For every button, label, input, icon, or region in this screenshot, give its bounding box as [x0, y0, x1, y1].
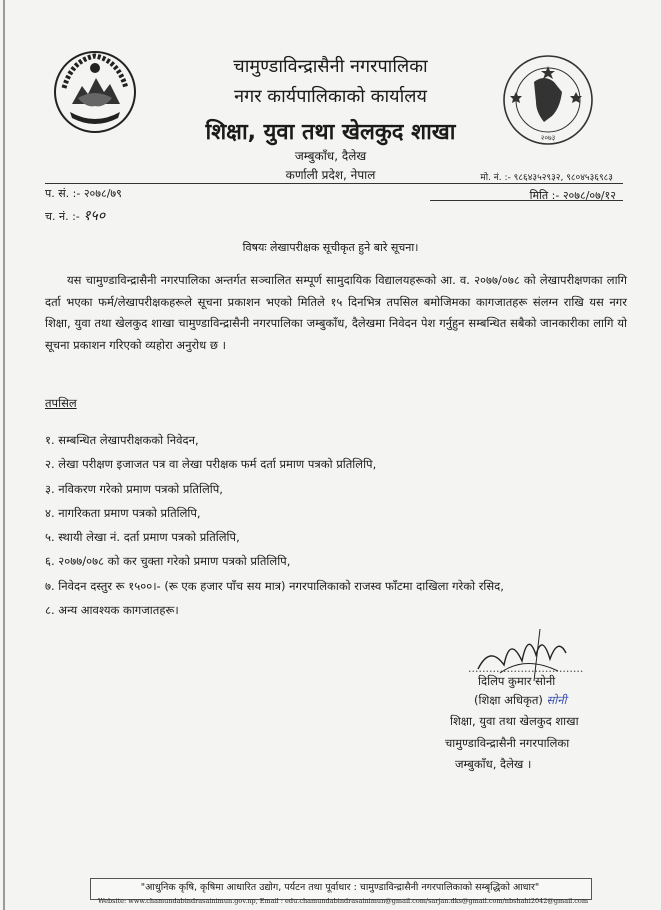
signatory-address: जम्बुकाँध, दैलेख । — [455, 757, 532, 771]
municipality-name: चामुण्डाविन्द्रासैनी नगरपालिका — [233, 56, 428, 77]
list-item: ६. २०७७/०७८ को कर चुक्ता गरेको प्रमाण पत्रको प्रतिलिपि, — [45, 554, 291, 569]
svg-text:२०७३: २०७३ — [540, 134, 556, 142]
phone-numbers: मो. नं. :- ९८६४३५२९३२, ९८०४५३६९८३ — [480, 173, 613, 183]
office-name: नगर कार्यपालिकाको कार्यालय — [234, 86, 427, 107]
letter-date: मिति :- २०७८/०७/१२ — [529, 189, 616, 202]
address-line-2: कर्णाली प्रदेश, नेपाल — [285, 168, 376, 182]
signatory-municipality: चामुण्डाविन्द्रासैनी नगरपालिका — [445, 736, 570, 750]
list-item: ८. अन्य आवश्यक कागजातहरू। — [45, 603, 179, 618]
list-item: २. लेखा परीक्षण इजाजत पत्र वा लेखा परीक्षक फर्म दर्ता प्रमाण पत्रको प्रतिलिपि, — [45, 457, 377, 472]
signatory-title: (शिक्षा अधिकृत) — [474, 693, 543, 707]
signature-dotted-line: ................................. — [468, 662, 584, 675]
list-item: ४. नागरिकता प्रमाण पत्रको प्रतिलिपि, — [45, 505, 201, 520]
signatory-branch: शिक्षा, युवा तथा खेलकुद शाखा — [450, 714, 579, 728]
dispatch-number — [45, 206, 105, 225]
branch-name: शिक्षा, युवा तथा खेलकुद शाखा — [205, 120, 456, 145]
footer-website-email: Website: www.chamundabindrasainimun.gov.np, Email : edu.chamundabindrasainimun@gmail.com/sarjan.dks@gmail.com/nbshahi2042@gmail.com — [98, 897, 589, 905]
schedule-heading: तपसिल — [45, 396, 77, 410]
dispatch-label: च. नं. :- — [45, 210, 80, 223]
signatory-designation — [474, 693, 567, 708]
signatory-name: दिलिप कुमार सोनी — [478, 674, 556, 688]
footer-slogan: "आधुनिक कृषि, कृषिमा आधारित उद्योग, पर्यटन तथा पूर्वाधार : चामुण्डाविन्द्रासैनी नगरपालिकाको सम्बृद्धिको आधार" — [140, 882, 540, 893]
letter-reference-number: प. सं. :- २०७८/७९ — [45, 187, 122, 200]
dispatch-handwritten-number: १५० — [83, 208, 106, 224]
list-item: १. सम्बन्धित लेखापरीक्षकको निवेदन, — [45, 433, 199, 447]
subject-line: विषयः लेखापरीक्षक सूचीकृत हुने बारे सूचना। — [242, 241, 419, 254]
list-item: ३. नविकरण गरेको प्रमाण पत्रको प्रतिलिपि, — [45, 481, 223, 496]
blue-stamp-name: सोनी — [546, 693, 567, 707]
header-divider — [45, 183, 623, 184]
address-line-1: जम्बुकाँध, दैलेख — [294, 149, 367, 163]
list-item: ७. निवेदन दस्तुर रू १५००।- (रू एक हजार पाँच सय मात्र) नगरपालिकाको राजस्व फाँटमा दाखिला गरेको रसिद, — [45, 578, 504, 593]
notice-body: यस चामुण्डाविन्द्रासैनी नगरपालिका अन्तर्गत सञ्चालित सम्पूर्ण सामुदायिक विद्यालयहरूको आ. व. २०७७/०७८ को लेखापरीक्षणका लागि दर्ता भएका फर्म/लेखापरीक्षकहरूले सूचना प्रकाशन भएको मितिले १५ दिनभित्र तपसिल बमोजिमका कागजातहरू संलग्न राखि यस नगर शिक्षा, युवा तथा खेलकुद शाखा चामुण्डाविन्द्रासैनी नगरपालिका जम्बुकाँध, दैलेखमा निवेदन पेश गर्नुहुन सम्बन्धित सबैको जानकारीका लागि यो सूचना प्रकाशन गरिएको व्यहोरा अनुरोध छ । — [45, 273, 627, 352]
document-checklist — [45, 428, 645, 622]
list-item: ५. स्थायी लेखा नं. दर्ता प्रमाण पत्रको प्रतिलिपि, — [45, 530, 240, 545]
